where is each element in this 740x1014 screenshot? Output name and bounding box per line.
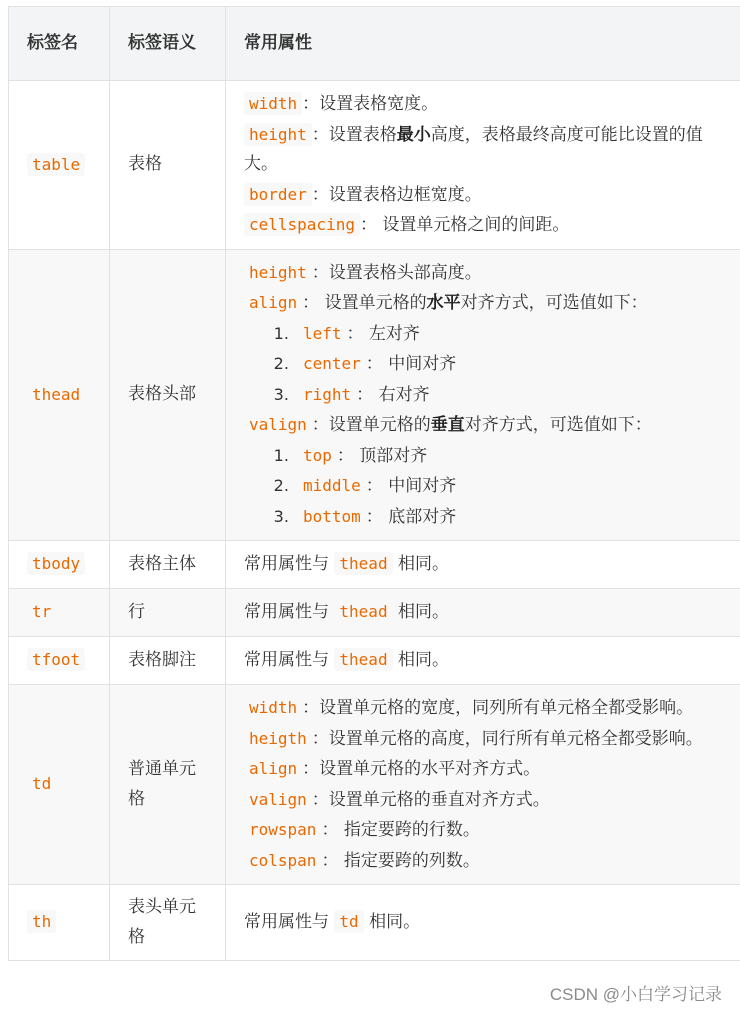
tag-cell xyxy=(9,637,110,685)
attr-desc: 常用属性与 xyxy=(244,602,335,623)
attr-desc: ：设置单元格的垂直对齐方式。 xyxy=(311,789,550,810)
attr-code: td xyxy=(334,910,363,933)
attr-code: heigth xyxy=(244,727,312,750)
option-code: left xyxy=(298,322,347,345)
option-code: top xyxy=(298,444,337,467)
attr-code: thead xyxy=(334,552,392,575)
attr-line xyxy=(244,410,722,441)
attr-code: valign xyxy=(244,413,312,436)
attr-code: thead xyxy=(334,600,392,623)
attr-code: thead xyxy=(334,648,392,671)
attr-line xyxy=(244,180,722,211)
attr-desc: ：设置表格边框宽度。 xyxy=(311,184,482,205)
attr-code: width xyxy=(244,696,302,719)
option-code: middle xyxy=(298,474,366,497)
attr-line xyxy=(244,210,722,241)
attr-line xyxy=(244,288,722,319)
option-desc: ： 中间对齐 xyxy=(365,354,457,374)
watermark: CSDN @小白学习记录 xyxy=(549,985,722,1004)
option-code: bottom xyxy=(298,505,366,528)
semantic-cell: 表头单元格 xyxy=(110,885,226,961)
tag-code: tfoot xyxy=(27,648,85,671)
tag-code: table xyxy=(27,153,85,176)
tag-code: tr xyxy=(27,600,56,623)
attr-desc: 常用属性与 xyxy=(244,912,335,933)
tag-cell xyxy=(9,541,110,589)
header-tag-semantic: 标签语义 xyxy=(110,7,226,81)
attributes-cell xyxy=(226,249,740,541)
attr-code: rowspan xyxy=(244,818,321,841)
list-item xyxy=(294,471,722,502)
attr-line xyxy=(244,815,722,846)
option-desc: ： 左对齐 xyxy=(346,323,420,344)
attr-line xyxy=(244,258,722,289)
tag-cell xyxy=(9,81,110,250)
attr-desc: 相同。 xyxy=(392,650,449,671)
tag-cell xyxy=(9,685,110,885)
option-desc: ： 底部对齐 xyxy=(365,506,457,527)
table-row-tbody xyxy=(9,541,740,589)
attr-desc: ：设置单元格的水平对齐方式。 xyxy=(302,759,541,779)
attr-code: height xyxy=(244,261,312,284)
attr-desc: 对齐方式，可选值如下： xyxy=(460,293,648,313)
semantic-cell: 表格头部 xyxy=(110,249,226,541)
tag-code: thead xyxy=(27,383,85,406)
option-desc: ： 顶部对齐 xyxy=(336,445,428,466)
attr-desc: ：设置表格宽度。 xyxy=(302,94,439,114)
table-row-th xyxy=(9,885,740,961)
attr-line xyxy=(244,693,722,724)
semantic-cell: 表格 xyxy=(110,81,226,250)
list-item xyxy=(294,380,722,411)
attr-line xyxy=(244,785,722,816)
attributes-cell xyxy=(226,637,740,685)
attr-code: border xyxy=(244,183,312,206)
attr-desc: ： 指定要跨的行数。 xyxy=(321,820,480,840)
attr-desc: 相同。 xyxy=(392,602,449,623)
tag-reference-table xyxy=(8,6,740,961)
attr-desc: ： 设置单元格之间的间距。 xyxy=(359,215,570,235)
attr-line xyxy=(244,724,722,755)
attr-code: width xyxy=(244,92,302,115)
attr-code: align xyxy=(244,291,302,314)
attr-line xyxy=(244,120,722,180)
table-row-thead xyxy=(9,249,740,541)
option-desc: ： 右对齐 xyxy=(356,384,430,405)
table-row-tfoot xyxy=(9,637,740,685)
semantic-cell: 普通单元格 xyxy=(110,685,226,885)
attr-desc: 对齐方式，可选值如下： xyxy=(464,415,652,435)
attr-desc: 常用属性与 xyxy=(244,650,335,671)
attr-desc: ：设置单元格的宽度，同列所有单元格全都受影响。 xyxy=(302,698,694,718)
attributes-cell xyxy=(226,589,740,637)
tag-cell xyxy=(9,589,110,637)
tag-code: tbody xyxy=(27,552,85,575)
semantic-cell: 行 xyxy=(110,589,226,637)
align-options-list xyxy=(244,319,722,411)
header-row xyxy=(9,7,740,81)
table-row-table xyxy=(9,81,740,250)
attr-code: cellspacing xyxy=(244,213,360,236)
attr-emphasis: 垂直 xyxy=(430,415,465,435)
attr-desc: 相同。 xyxy=(392,554,449,575)
attr-line xyxy=(244,846,722,877)
attr-code: align xyxy=(244,757,302,780)
attr-line xyxy=(244,89,722,120)
attr-code: height xyxy=(244,123,312,146)
tag-code: th xyxy=(27,910,56,933)
tag-cell xyxy=(9,885,110,961)
valign-options-list xyxy=(244,441,722,533)
tag-cell xyxy=(9,249,110,541)
attr-desc: 相同。 xyxy=(363,912,421,933)
option-desc: ： 中间对齐 xyxy=(365,476,457,496)
attributes-cell xyxy=(226,885,740,961)
header-tag-name: 标签名 xyxy=(9,7,110,81)
semantic-cell: 表格主体 xyxy=(110,541,226,589)
tag-code: td xyxy=(27,772,56,795)
list-item xyxy=(294,349,722,380)
attr-desc: 常用属性与 xyxy=(244,554,335,575)
list-item xyxy=(294,441,722,472)
attr-desc: ：设置表格 xyxy=(311,124,397,145)
option-code: right xyxy=(298,383,356,406)
attr-desc: ：设置表格头部高度。 xyxy=(311,262,482,283)
attr-desc: ： 设置单元格的 xyxy=(302,293,427,313)
attributes-cell xyxy=(226,81,740,250)
table-row-td xyxy=(9,685,740,885)
attributes-cell xyxy=(226,685,740,885)
attr-code: colspan xyxy=(244,849,321,872)
list-item xyxy=(294,319,722,350)
attr-emphasis: 水平 xyxy=(426,293,461,313)
attr-desc: 高度，表格最终高度可能比设置的值大。 xyxy=(244,124,703,174)
list-item xyxy=(294,502,722,533)
attr-desc: ： 指定要跨的列数。 xyxy=(321,850,480,871)
attr-emphasis: 最小 xyxy=(396,124,431,145)
header-common-attributes: 常用属性 xyxy=(226,7,740,81)
option-code: center xyxy=(298,352,366,375)
attr-code: valign xyxy=(244,788,312,811)
table-row-tr xyxy=(9,589,740,637)
attributes-cell xyxy=(226,541,740,589)
attr-line xyxy=(244,754,722,785)
semantic-cell: 表格脚注 xyxy=(110,637,226,685)
attr-desc: ：设置单元格的高度，同行所有单元格全都受影响。 xyxy=(311,728,703,749)
attr-desc: ：设置单元格的 xyxy=(311,415,431,435)
